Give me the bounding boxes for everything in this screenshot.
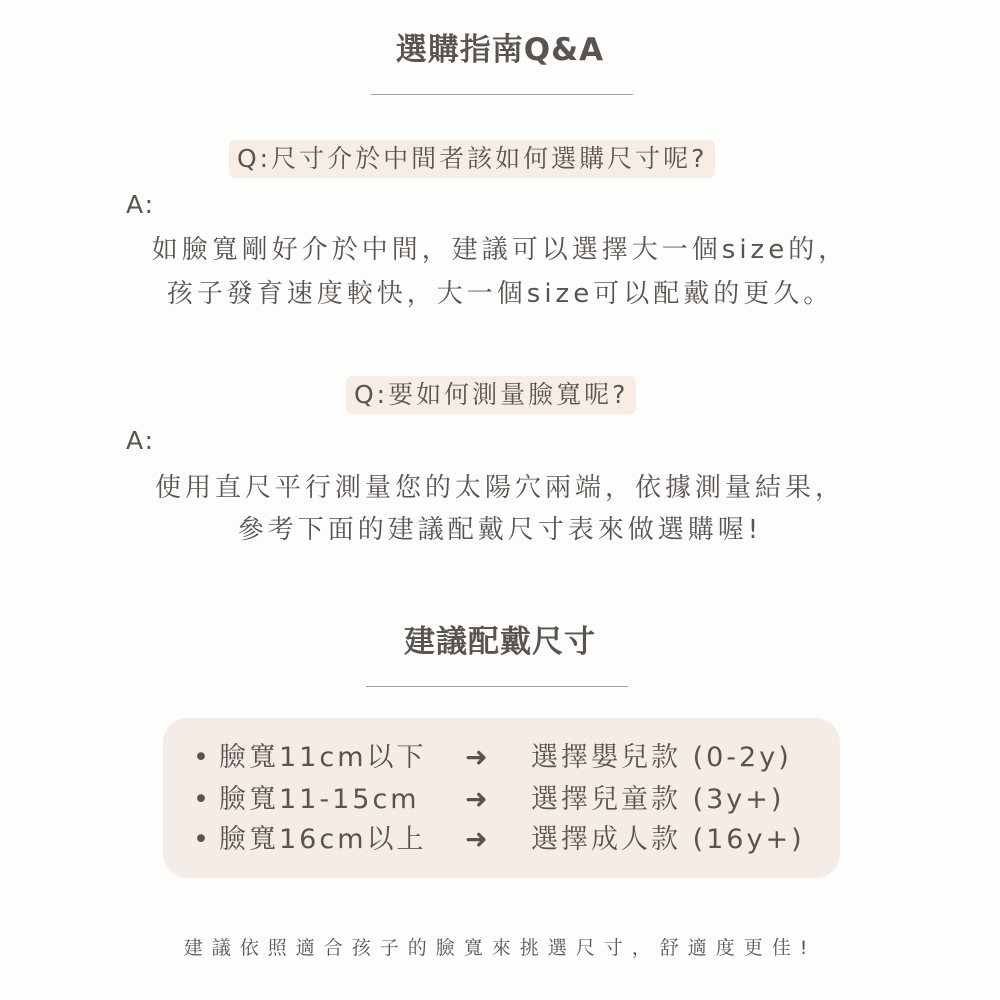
face-width: 臉寬11-15cm	[219, 784, 420, 815]
answer-1-line-2: 孩子發育速度較快，大一個size可以配戴的更久。	[166, 279, 834, 309]
sizing-title: 建議配戴尺寸	[404, 624, 596, 660]
guide-title: 選購指南Q&A	[395, 32, 605, 68]
size-choice: 選擇成人款 (16y+)	[531, 824, 805, 855]
answer-1-line-1: 如臉寬剛好介於中間，建議可以選擇大一個size的，	[151, 235, 849, 265]
bullet: •	[193, 824, 212, 855]
size-choice: 選擇嬰兒款 (0-2y)	[531, 742, 792, 773]
title-divider	[371, 94, 633, 95]
bullet: •	[193, 742, 212, 773]
sizing-divider	[366, 686, 628, 687]
question-2: Q:要如何測量臉寬呢?	[346, 376, 636, 414]
arrow-right-icon: ➜	[465, 784, 491, 815]
question-1: Q:尺寸介於中間者該如何選購尺寸呢?	[229, 140, 715, 178]
arrow-right-icon: ➜	[465, 742, 491, 773]
footer-note: 建議依照適合孩子的臉寬來挑選尺寸，舒適度更佳!	[183, 937, 817, 959]
face-width: 臉寬16cm以上	[219, 824, 427, 855]
size-choice: 選擇兒童款 (3y+)	[531, 784, 785, 815]
bullet: •	[193, 784, 212, 815]
answer-2-line-2: 參考下面的建議配戴尺寸表來做選購喔!	[237, 515, 763, 545]
face-width: 臉寬11cm以下	[219, 742, 427, 773]
answer-2-label: A:	[126, 426, 156, 455]
arrow-right-icon: ➜	[465, 824, 491, 855]
answer-2-line-1: 使用直尺平行測量您的太陽穴兩端，依據測量結果，	[154, 473, 845, 503]
answer-1-label: A:	[126, 190, 156, 219]
